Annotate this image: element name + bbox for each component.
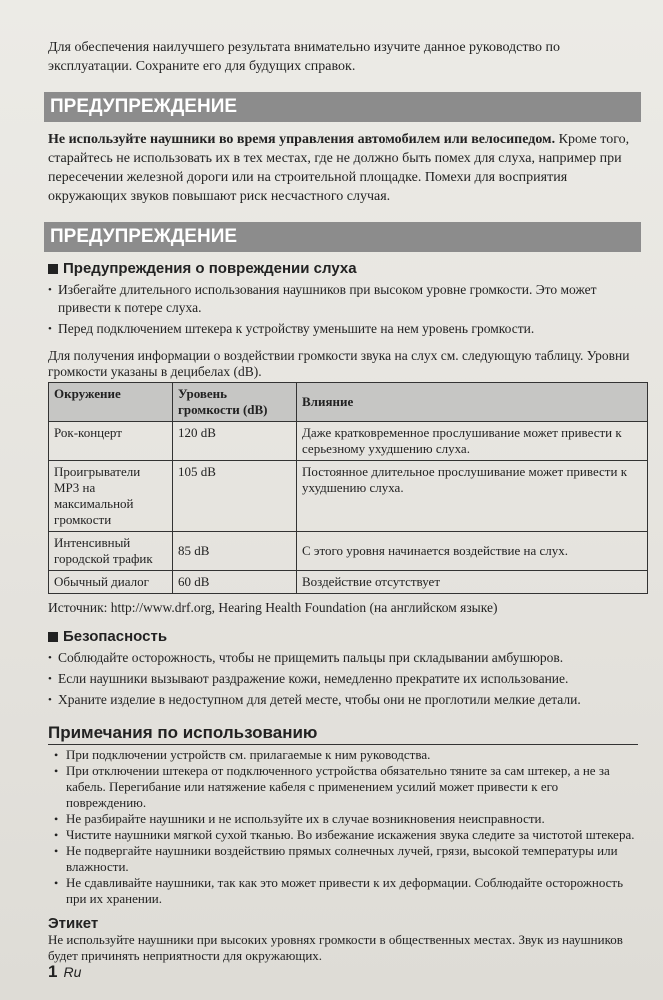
hearing-subheading <box>48 260 641 277</box>
table-cell: Интенсивный городской трафик <box>49 532 173 571</box>
table-row <box>49 461 648 532</box>
table-cell: 60 dB <box>173 571 297 594</box>
safety-list <box>48 649 641 709</box>
list-item: • Избегайте длительного использования наушников при высоком уровне громкости. Это может привести к потере слуха. <box>48 281 641 317</box>
table-intro: Для получения информации о воздействии громкости звука на слух см. следующую таблицу. Уровни громкости указаны в децибелах (dB). <box>48 348 630 379</box>
square-bullet-icon <box>48 264 58 274</box>
warning-rest-text: Кроме того, старайтесь не использовать их в тех местах, где не должно быть помех для слуха, например при пересечении железной дороги или на строительной площадке. Помехи для восприятия окружающих звуков повышают риск несчастного случая. <box>48 132 630 204</box>
table-header-row <box>49 383 648 422</box>
table-header: Окружение <box>49 383 173 422</box>
warning-text-1 <box>48 130 641 206</box>
volume-table <box>48 382 648 594</box>
source-text: Источник: http://www.drf.org, Hearing Health Foundation (на английском языке) <box>48 600 498 615</box>
list-item: • Чистите наушники мягкой сухой тканью. Во избежание искажения звука следите за чистотой штекера. <box>48 827 641 843</box>
table-cell: Проигрыватели MP3 на максимальной громкости <box>49 461 173 532</box>
page-number-value: 1 <box>48 962 58 981</box>
table-cell: 85 dB <box>173 532 297 571</box>
list-item: • При подключении устройств см. прилагаемые к ним руководства. <box>48 747 641 763</box>
list-item: • При отключении штекера от подключенного устройства обязательно тяните за сам штекер, а не за кабель. Перегибание или натяжение кабеля с применением усилий может привести к его повреждению. <box>48 763 641 811</box>
table-row <box>49 532 648 571</box>
warning-heading-2: ПРЕДУПРЕЖДЕНИЕ <box>44 222 641 252</box>
language-code: Ru <box>63 964 82 980</box>
table-cell: С этого уровня начинается воздействие на слух. <box>297 532 648 571</box>
list-item: • Если наушники вызывают раздражение кожи, немедленно прекратите их использование. <box>48 670 641 688</box>
safety-subheading <box>48 628 641 645</box>
table-cell: Рок-концерт <box>49 422 173 461</box>
table-header: Уровень громкости (dB) <box>173 383 297 422</box>
square-bullet-icon <box>48 632 58 642</box>
table-header: Влияние <box>297 383 648 422</box>
hearing-subheading-label: Предупреждения о повреждении слуха <box>63 260 357 277</box>
page-number <box>48 962 81 982</box>
intro-text: Для обеспечения наилучшего результата внимательно изучите данное руководство по эксплуатации. Сохраните его для будущих справок. <box>48 40 561 74</box>
etiquette-heading: Этикет <box>48 915 99 932</box>
warning-bold-text: Не используйте наушники во время управления автомобилем или велосипедом. <box>48 132 556 147</box>
table-row <box>49 422 648 461</box>
safety-subheading-label: Безопасность <box>63 628 168 645</box>
table-cell: Обычный диалог <box>49 571 173 594</box>
list-item: • Не сдавливайте наушники, так как это может привести к их деформации. Соблюдайте осторожность при их хранении. <box>48 875 641 907</box>
list-item: • Не подвергайте наушники воздействию прямых солнечных лучей, грязи, высокой температуры или влажности. <box>48 843 641 875</box>
table-cell: Постоянное длительное прослушивание может привести к ухудшению слуха. <box>297 461 648 532</box>
notes-heading: Примечания по использованию <box>48 723 638 745</box>
list-item: • Соблюдайте осторожность, чтобы не прищемить пальцы при складывании амбушюров. <box>48 649 641 667</box>
list-item: • Перед подключением штекера к устройству уменьшите на нем уровень громкости. <box>48 320 641 338</box>
table-cell: Даже кратковременное прослушивание может привести к серьезному ухудшению слуха. <box>297 422 648 461</box>
table-row <box>49 571 648 594</box>
table-cell: 105 dB <box>173 461 297 532</box>
etiquette-text: Не используйте наушники при высоких уровнях громкости в общественных местах. Звук из наушников будет причинять неприятности для окружающих. <box>48 932 623 963</box>
list-item: • Храните изделие в недоступном для детей месте, чтобы они не проглотили мелкие детали. <box>48 691 641 709</box>
table-cell: 120 dB <box>173 422 297 461</box>
warning-heading-1: ПРЕДУПРЕЖДЕНИЕ <box>44 92 641 122</box>
hearing-list <box>48 281 641 338</box>
notes-list <box>48 747 641 907</box>
list-item: • Не разбирайте наушники и не используйте их в случае возникновения неисправности. <box>48 811 641 827</box>
table-cell: Воздействие отсутствует <box>297 571 648 594</box>
